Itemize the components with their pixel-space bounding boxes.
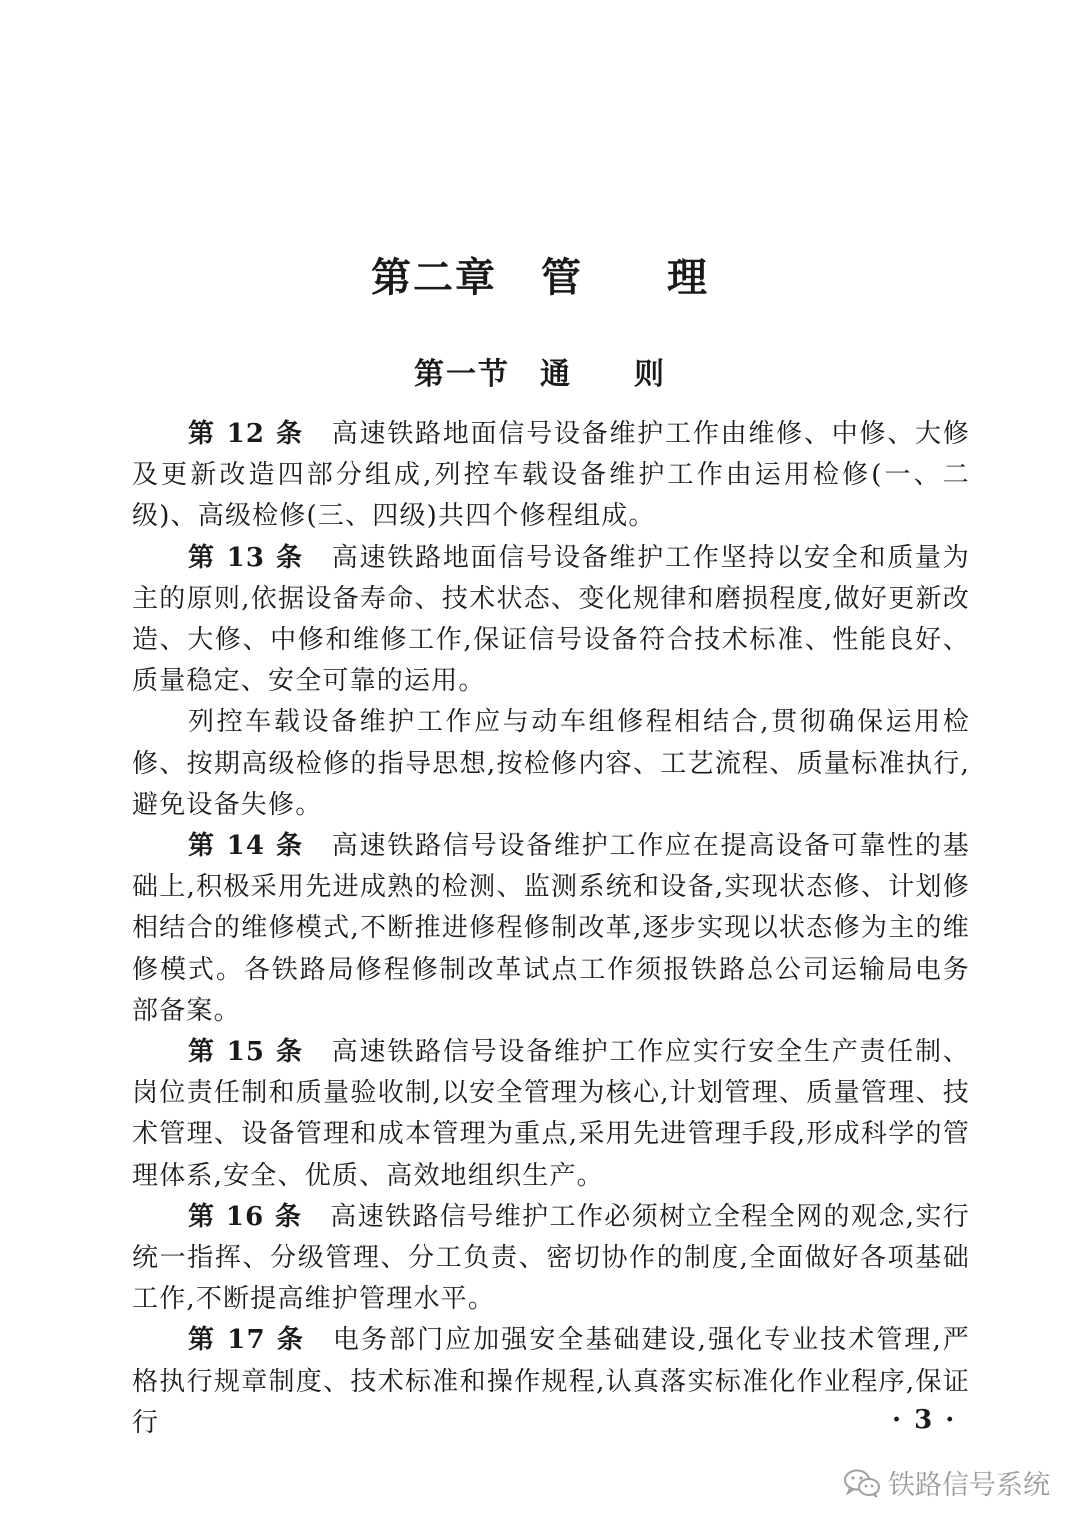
chapter-char-1: 管 xyxy=(541,254,583,301)
article-paragraph xyxy=(132,1032,970,1197)
article-paragraph xyxy=(132,1320,970,1444)
article-text: 高速铁路信号设备维护工作应实行安全生产责任制、岗位责任制和质量验收制,以安全管理为核心,计划管理、质量管理、技术管理、设备管理和成本管理为重点,采用先进管理手段,形成科学的管理体系,安全、优质、高效地组织生产。 xyxy=(132,1037,970,1191)
chapter-title xyxy=(0,248,1080,308)
page-number: · 3 · xyxy=(892,1405,957,1435)
section-char-1: 通 xyxy=(540,357,572,392)
article-text: 列控车载设备维护工作应与动车组修程相结合,贯彻确保运用检修、按期高级检修的指导思想,按检修内容、工艺流程、质量标准执行,避免设备失修。 xyxy=(132,707,970,820)
article-number: 第 13 条 xyxy=(188,542,304,573)
article-paragraph xyxy=(132,1197,970,1321)
body-text xyxy=(132,414,970,1444)
article-paragraph xyxy=(132,826,970,1032)
article-paragraph xyxy=(132,538,970,703)
article-text: 高速铁路地面信号设备维护工作坚持以安全和质量为主的原则,依据设备寿命、技术状态、变化规律和磨损程度,做好更新改造、大修、中修和维修工作,保证信号设备符合技术标准、性能良好、质量稳定、安全可靠的运用。 xyxy=(132,542,970,697)
article-paragraph xyxy=(132,702,970,826)
chapter-char-2: 理 xyxy=(667,254,709,301)
article-text: 高速铁路信号维护工作必须树立全程全网的观念,实行统一指挥、分级管理、分工负责、密切协作的制度,全面做好各项基础工作,不断提高维护管理水平。 xyxy=(132,1201,970,1315)
article-number: 第 12 条 xyxy=(188,419,304,449)
article-number: 第 17 条 xyxy=(188,1325,305,1356)
article-number: 第 16 条 xyxy=(188,1201,303,1232)
article-text: 电务部门应加强安全基础建设,强化专业技术管理,严格执行规章制度、技术标准和操作规程,认真落实标准化作业程序,保证行 xyxy=(132,1325,970,1438)
watermark xyxy=(842,1463,1050,1502)
article-number: 第 14 条 xyxy=(188,831,304,862)
section-char-2: 则 xyxy=(634,357,666,392)
chapter-prefix: 第二章 xyxy=(371,254,497,301)
article-number: 第 15 条 xyxy=(188,1037,304,1068)
article-text: 高速铁路地面信号设备维护工作由维修、中修、大修及更新改造四部分组成,列控车载设备维护工作由运用检修(一、二级)、高级检修(三、四级)共四个修程组成。 xyxy=(132,419,970,532)
section-prefix: 第一节 xyxy=(414,357,510,392)
watermark-text: 铁路信号系统 xyxy=(888,1470,1050,1501)
wechat-icon xyxy=(842,1468,882,1498)
article-paragraph xyxy=(132,414,970,538)
article-text: 高速铁路信号设备维护工作应在提高设备可靠性的基础上,积极采用先进成熟的检测、监测系统和设备,实现状态修、计划修相结合的维修模式,不断推进修程修制改革,逐步实现以状态修为主的维修模式。各铁路局修程修制改革试点工作须报铁路总公司运输局电务部备案。 xyxy=(132,831,970,1026)
section-title xyxy=(0,350,1080,400)
